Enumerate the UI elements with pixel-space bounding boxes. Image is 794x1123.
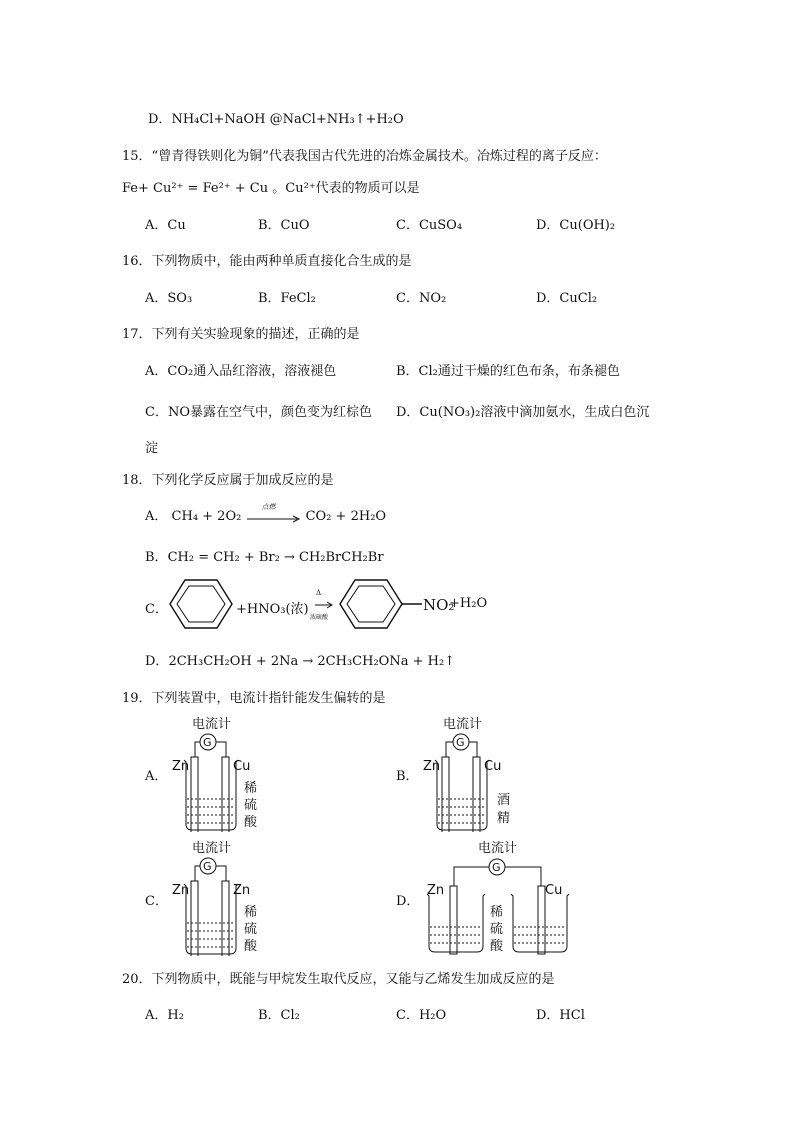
q16-option-c: C．NO₂	[396, 291, 447, 306]
q19-a-solution-1: 稀	[244, 781, 258, 796]
q19-c-solution-1: 稀	[244, 905, 258, 920]
q18-option-a-label: A．	[145, 509, 168, 524]
q19-b-solution-2: 精	[497, 811, 511, 826]
q18-option-b-equation: CH₂ = CH₂ + Br₂ → CH₂BrCH₂Br	[167, 550, 384, 565]
q18-stem	[122, 469, 334, 488]
q18-option-a-condition: 点燃	[261, 502, 276, 511]
benzene-reactant-icon	[168, 578, 234, 630]
q19-a-left-electrode: Zn	[172, 759, 190, 774]
q19-b-left-electrode: Zn	[423, 759, 441, 774]
q19-a-right-electrode: Cu	[233, 759, 251, 774]
q14-option-d	[148, 108, 404, 127]
q18-option-c-condition-bottom: 浓硫酸	[310, 614, 329, 621]
q16-option-a: A．SO₃	[145, 291, 193, 306]
q19-d-solution-3: 酸	[490, 939, 504, 954]
q18-option-c-condition-top: Δ	[316, 589, 322, 597]
q18-number: 18．	[122, 473, 152, 488]
q19-c-solution-2: 硫	[244, 922, 258, 937]
q19-c-solution-3: 酸	[244, 939, 258, 954]
nitrobenzene-product-icon	[338, 578, 428, 630]
q15-stem-line2: Fe+ Cu²⁺ = Fe²⁺ + Cu 。Cu²⁺代表的物质可以是	[122, 181, 420, 196]
q19-option-c-label: C．	[145, 894, 168, 909]
q18-option-d	[145, 650, 455, 669]
q19-figure-a	[170, 712, 280, 832]
q17-option-b: B．Cl₂通过干燥的红色布条，布条褪色	[396, 364, 620, 379]
q18-stem-text: 下列化学反应属于加成反应的是	[151, 473, 334, 488]
q17-option-d-wrap: 淀	[145, 441, 159, 456]
galvanometer-symbol: G	[492, 861, 501, 874]
galvanometer-symbol: G	[456, 736, 465, 749]
q20-option-a: A．H₂	[145, 1008, 184, 1023]
q15-option-a: A．Cu	[145, 218, 186, 233]
q18-option-d-label: D．	[145, 654, 169, 669]
q18-option-a-left: CH₄ + 2O₂	[171, 509, 242, 524]
q19-d-right-electrode: Cu	[545, 883, 563, 898]
galvanometer-label: 电流计	[443, 717, 483, 732]
q18-option-a-arrow	[245, 502, 301, 524]
q19-c-left-electrode: Zn	[172, 883, 190, 898]
q18-option-c-label: C．	[145, 602, 168, 617]
q20-option-b: B．Cl₂	[258, 1008, 300, 1023]
q15-option-b: B．CuO	[258, 218, 310, 233]
q19-figure-c	[170, 836, 280, 956]
q17-stem-text: 下列有关实验现象的描述，正确的是	[151, 327, 360, 342]
q19-option-b-label: B．	[396, 769, 419, 784]
q17-option-a: A．CO₂通入品红溶液，溶液褪色	[145, 364, 337, 379]
q19-stem	[122, 687, 386, 706]
q16-number: 16．	[122, 254, 152, 269]
q16-option-d: D．CuCl₂	[536, 291, 598, 306]
galvanometer-label: 电流计	[192, 841, 232, 856]
q19-option-d-label: D．	[396, 894, 420, 909]
q17-option-d: D．Cu(NO₃)₂溶液中滴加氨水，生成白色沉	[396, 405, 650, 420]
q18-option-c-reagent: +HNO₃(浓)	[236, 602, 309, 617]
galvanometer-label: 电流计	[192, 717, 232, 732]
q20-stem-text: 下列物质中，既能与甲烷发生取代反应，又能与乙烯发生加成反应的是	[151, 972, 555, 987]
q19-a-solution-2: 硫	[244, 798, 258, 813]
q19-b-solution-1: 酒	[497, 793, 511, 808]
q18-option-a	[145, 502, 387, 524]
q16-option-b: B．FeCl₂	[258, 291, 316, 306]
q14-option-d-label: D．	[148, 112, 172, 127]
q18-option-d-equation: 2CH₃CH₂OH + 2Na → 2CH₃CH₂ONa + H₂↑	[168, 654, 456, 669]
galvanometer-symbol: G	[203, 860, 212, 873]
q19-figure-b	[421, 712, 531, 832]
q14-option-d-equation: NH₄Cl+NaOH @NaCl+NH₃↑+H₂O	[171, 112, 404, 127]
q15-option-c: C．CuSO₄	[396, 218, 463, 233]
q16-stem-text: 下列物质中，能由两种单质直接化合生成的是	[151, 254, 412, 269]
q15-stem-text: “曾青得铁则化为铜”代表我国古代先进的冶炼金属技术。冶炼过程的离子反应：	[151, 149, 607, 164]
q19-d-left-electrode: Zn	[427, 883, 445, 898]
q17-stem	[122, 323, 360, 342]
galvanometer-symbol: G	[203, 736, 212, 749]
galvanometer-label: 电流计	[478, 841, 518, 856]
q19-stem-text: 下列装置中，电流计指针能发生偏转的是	[151, 691, 386, 706]
q15-stem-line1	[122, 145, 607, 164]
q19-number: 19．	[122, 691, 152, 706]
q19-a-solution-3: 酸	[244, 815, 258, 830]
q19-b-right-electrode: Cu	[484, 759, 502, 774]
q20-number: 20．	[122, 972, 152, 987]
q18-option-a-right: CO₂ + 2H₂O	[305, 509, 387, 524]
q19-d-solution-2: 硫	[490, 922, 504, 937]
q17-option-c: C．NO暴露在空气中，颜色变为红棕色	[145, 405, 372, 420]
q17-number: 17．	[122, 327, 152, 342]
q18-option-c-byproduct: +H₂O	[449, 596, 488, 611]
q19-figure-d	[423, 836, 593, 956]
q15-number: 15．	[122, 149, 152, 164]
q20-stem	[122, 968, 555, 987]
q18-option-b	[145, 546, 384, 565]
q18-option-b-label: B．	[145, 550, 168, 565]
q19-option-a-label: A．	[145, 769, 168, 784]
q20-option-c: C．H₂O	[396, 1008, 447, 1023]
q20-option-d: D．HCl	[536, 1008, 585, 1023]
q15-option-d: D．Cu(OH)₂	[536, 218, 616, 233]
q18-option-c-product-group: NO₂	[423, 596, 455, 614]
q16-stem	[122, 250, 412, 269]
q19-c-right-electrode: Zn	[233, 883, 251, 898]
q19-d-solution-1: 稀	[490, 905, 504, 920]
q18-option-c-arrow	[314, 600, 334, 610]
